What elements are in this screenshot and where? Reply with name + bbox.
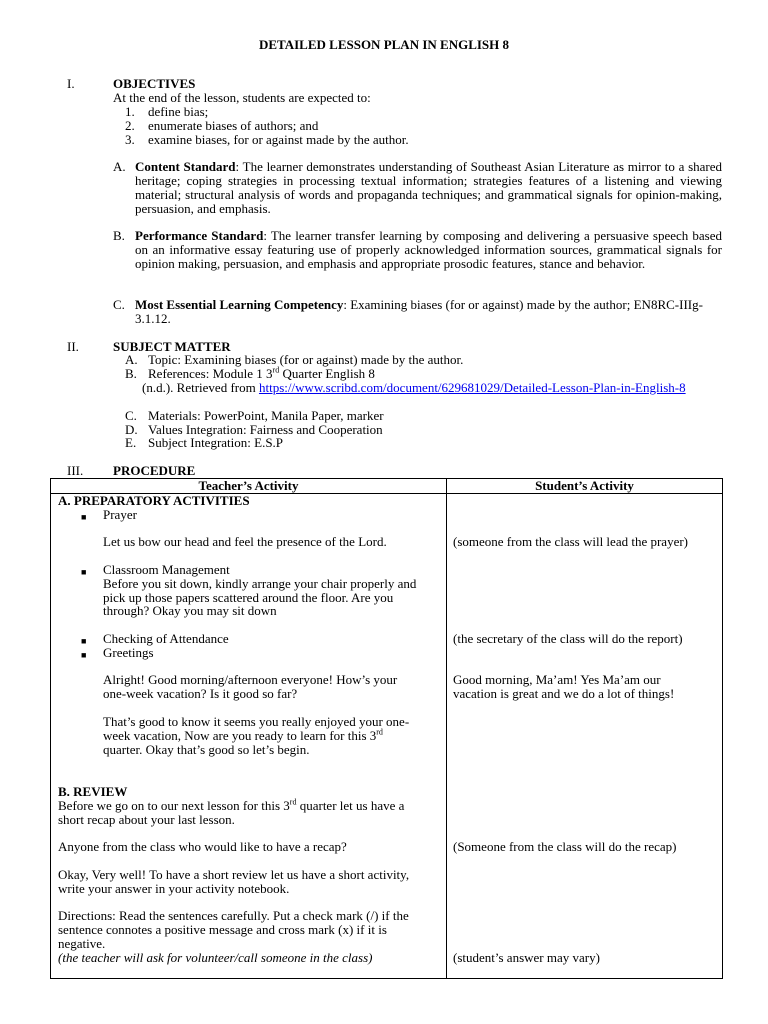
values-text: Values Integration: Fairness and Cooperation: [148, 422, 383, 437]
classroom-line: Before you sit down, kindly arrange your chair properly and: [103, 576, 417, 591]
performance-standard-label: Performance Standard: [135, 228, 264, 243]
references-post: Quarter English 8: [279, 366, 375, 381]
topic-text: Topic: Examining biases (for or against) made by the author.: [148, 352, 464, 367]
objective-item: define bias;: [148, 104, 209, 119]
materials-letter: C.: [125, 408, 137, 423]
section-number-objectives: I.: [67, 76, 75, 91]
subject-integration-text: Subject Integration: E.S.P: [148, 435, 284, 450]
activity-line: write your answer in your activity notebook.: [58, 881, 290, 896]
student-activity-header: Student’s Activity: [447, 479, 723, 494]
enjoy-line-sup: rd: [376, 727, 383, 737]
classroom-label: Classroom Management: [103, 562, 230, 577]
preparatory-heading: A. PREPARATORY ACTIVITIES: [58, 493, 250, 508]
greet-student: Good morning, Ma’am! Yes Ma’am our: [453, 672, 661, 687]
recap-line: Anyone from the class who would like to have a recap?: [58, 839, 347, 854]
procedure-table: [50, 478, 723, 979]
objective-number: 1.: [125, 104, 135, 119]
references-sup: rd: [272, 365, 280, 375]
document-title: DETAILED LESSON PLAN IN ENGLISH 8: [258, 37, 510, 52]
topic-letter: A.: [125, 352, 138, 367]
objective-number: 2.: [125, 118, 135, 133]
melc-text: : Examining biases (for or against) made by the author; EN8RC-IIIg-3.1.12.: [135, 297, 703, 326]
attendance-student: (the secretary of the class will do the report): [453, 631, 683, 646]
directions-line: sentence connotes a positive message and cross mark (x) if it is: [58, 922, 387, 937]
objectives-intro: At the end of the lesson, students are expected to:: [113, 90, 371, 105]
activity-line: Okay, Very well! To have a short review let us have a short activity,: [58, 867, 410, 882]
retrieved-text: (n.d.). Retrieved from: [142, 380, 259, 395]
directions-line: negative.: [58, 936, 106, 951]
greet-student: vacation is great and we do a lot of things!: [453, 686, 675, 701]
bullet-icon: ■: [81, 567, 87, 577]
classroom-line: through? Okay you may sit down: [103, 603, 277, 618]
volunteer-student: (student’s answer may vary): [453, 950, 600, 965]
values-letter: D.: [125, 422, 138, 437]
objective-item: examine biases, for or against made by the author.: [148, 132, 409, 147]
directions-line: Directions: Read the sentences carefully. Put a check mark (/) if the: [58, 908, 409, 923]
volunteer-line: (the teacher will ask for volunteer/call someone in the class): [58, 950, 373, 965]
greet-line: Alright! Good morning/afternoon everyone! How’s your: [103, 672, 398, 687]
performance-standard-letter: B.: [113, 228, 125, 243]
bullet-icon: ■: [81, 636, 87, 646]
materials-text: Materials: PowerPoint, Manila Paper, marker: [148, 408, 384, 423]
prayer-label: Prayer: [103, 507, 137, 522]
bullet-icon: ■: [81, 512, 87, 522]
review-line: [58, 799, 404, 813]
greetings-label: Greetings: [103, 645, 154, 660]
melc-letter: C.: [113, 297, 125, 312]
content-standard-text: : The learner demonstrates understanding of Southeast Asian Literature as mirror to a shared heritage; coping strategies in processing textual information; strategies features of a listening and viewing material; structural analysis of words and propaganda techniques; and grammatical signals for opinion-making, persuasion, and emphasis.: [135, 159, 722, 216]
greet-line: one-week vacation? Is it good so far?: [103, 686, 298, 701]
references-pre: References: Module 1 3: [148, 366, 273, 381]
bullet-icon: ■: [81, 650, 87, 660]
review-line-sup: rd: [289, 797, 297, 807]
references-letter: B.: [125, 366, 137, 381]
reference-link[interactable]: https://www.scribd.com/document/629681029/Detailed-Lesson-Plan-in-English-8: [258, 380, 686, 395]
melc-label: Most Essential Learning Competency: [135, 297, 344, 312]
section-number-procedure: III.: [67, 463, 84, 478]
content-standard-label: Content Standard: [135, 159, 236, 174]
objective-number: 3.: [125, 132, 135, 147]
prayer-line: Let us bow our head and feel the presence of the Lord.: [103, 534, 387, 549]
performance-standard-text: : The learner transfer learning by composing and delivering a persuasive speech based on an informative essay featuring use of properly acknowledged information sources, grammatical signals for opinion making, persuasion, and emphasis and appropriate prosodic features, stance and behavior.: [135, 228, 723, 271]
prayer-student: (someone from the class will lead the prayer): [453, 534, 688, 549]
objectives-heading: OBJECTIVES: [113, 76, 196, 91]
references-text: [148, 367, 375, 381]
content-standard: [135, 160, 722, 216]
melc: [135, 298, 722, 326]
enjoy-line: That’s good to know it seems you really enjoyed your one-: [103, 714, 410, 729]
classroom-line: pick up those papers scattered around the floor. Are you: [103, 590, 394, 605]
enjoy-line: quarter. Okay that’s good so let’s begin.: [103, 742, 310, 757]
content-standard-letter: A.: [113, 159, 126, 174]
recap-student: (Someone from the class will do the recap): [453, 839, 677, 854]
retrieved-line: [142, 381, 686, 395]
review-heading: B. REVIEW: [58, 784, 128, 799]
attendance-label: Checking of Attendance: [103, 631, 229, 646]
subject-integration-letter: E.: [125, 435, 137, 450]
objective-item: enumerate biases of authors; and: [148, 118, 319, 133]
teacher-activity-header: Teacher’s Activity: [51, 479, 447, 494]
enjoy-line: [103, 729, 383, 743]
student-activity-cell: [447, 494, 723, 979]
review-line-text: Before we go on to our next lesson for this 3: [58, 798, 290, 813]
subject-matter-heading: SUBJECT MATTER: [113, 339, 231, 354]
enjoy-line-text: week vacation, Now are you ready to learn for this 3: [103, 728, 377, 743]
review-line: short recap about your last lesson.: [58, 812, 235, 827]
teacher-activity-cell: [51, 494, 447, 979]
procedure-heading: PROCEDURE: [113, 463, 196, 478]
review-line-post: quarter let us have a: [296, 798, 405, 813]
section-number-subject-matter: II.: [67, 339, 79, 354]
performance-standard: [135, 229, 722, 271]
